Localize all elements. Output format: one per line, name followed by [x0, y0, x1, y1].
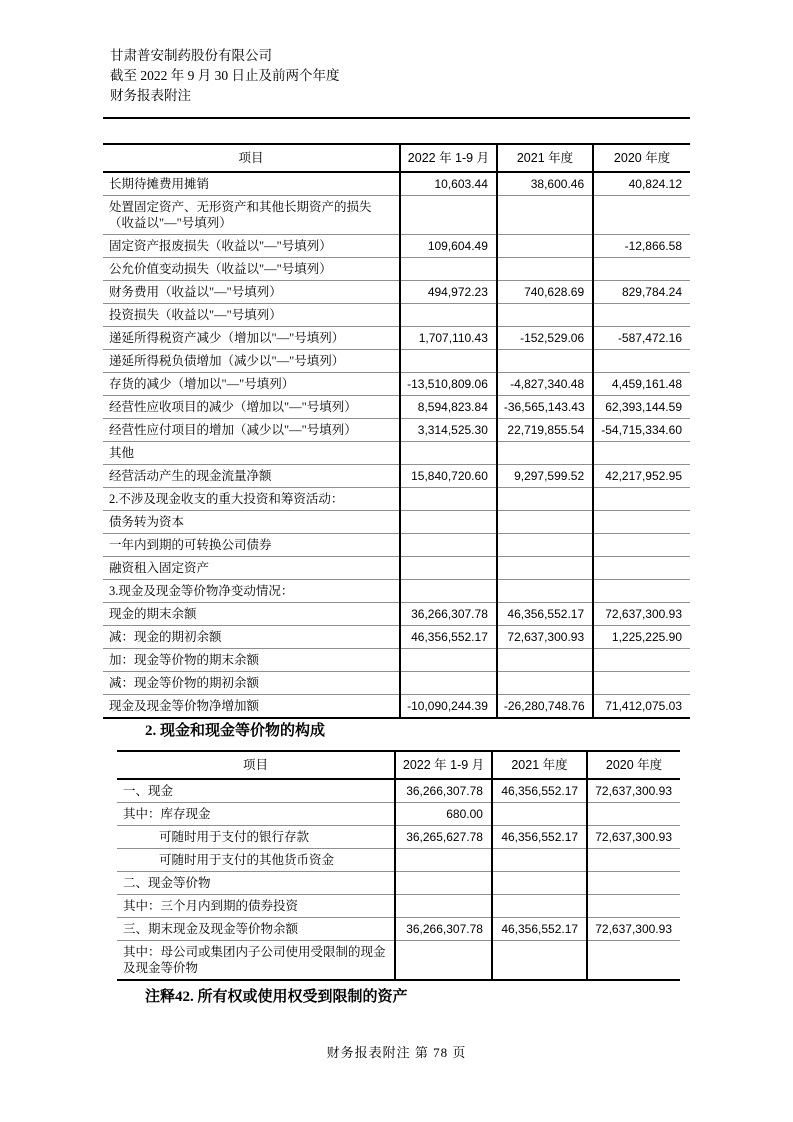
row-label: 减：现金等价物的期初余额: [103, 672, 400, 695]
column-header-2020: 2020 年度: [593, 144, 690, 172]
cell-value: [587, 872, 680, 895]
cell-value: 71,412,075.03: [593, 695, 690, 719]
row-label: 可随时用于支付的其他货币资金: [117, 849, 395, 872]
cell-value: 62,393,144.59: [593, 396, 690, 419]
cell-value: 680.00: [395, 803, 492, 826]
row-label: 2.不涉及现金收支的重大投资和筹资活动：: [103, 488, 400, 511]
cell-value: 46,356,552.17: [497, 603, 593, 626]
cell-value: [400, 580, 497, 603]
table-row: [103, 465, 690, 488]
cell-value: [593, 672, 690, 695]
cell-value: [497, 304, 593, 327]
column-header-item: 项目: [117, 751, 395, 779]
table-row: [103, 196, 690, 235]
cell-value: [593, 442, 690, 465]
row-label: 经营活动产生的现金流量净额: [103, 465, 400, 488]
cell-value: [400, 442, 497, 465]
row-label: 二、现金等价物: [117, 872, 395, 895]
cell-value: [395, 872, 492, 895]
cell-value: 72,637,300.93: [593, 603, 690, 626]
row-label: 其中：母公司或集团内子公司使用受限制的现金及现金等价物: [117, 941, 395, 981]
cell-value: 829,784.24: [593, 281, 690, 304]
cell-value: 9,297,599.52: [497, 465, 593, 488]
cell-value: [400, 350, 497, 373]
cell-value: 72,637,300.93: [587, 826, 680, 849]
table-row: [117, 826, 680, 849]
page-footer: 财务报表附注 第 78 页: [326, 1045, 467, 1060]
cell-value: [497, 557, 593, 580]
note42-title: 注释42. 所有权或使用权受到限制的资产: [145, 989, 408, 1005]
table-row: [103, 442, 690, 465]
column-header-2022: 2022 年 1-9 月: [395, 751, 492, 779]
table-row: [103, 235, 690, 258]
row-label: 财务费用（收益以"—"号填列）: [103, 281, 400, 304]
row-label: 其中：三个月内到期的债券投资: [117, 895, 395, 918]
cell-value: 46,356,552.17: [492, 918, 587, 941]
cell-value: -26,280,748.76: [497, 695, 593, 719]
cell-value: [593, 649, 690, 672]
table-row: [103, 695, 690, 719]
cell-value: -54,715,334.60: [593, 419, 690, 442]
cell-value: [492, 803, 587, 826]
cell-value: 36,266,307.78: [395, 918, 492, 941]
cell-value: 15,840,720.60: [400, 465, 497, 488]
cell-value: [593, 350, 690, 373]
row-label: 可随时用于支付的银行存款: [117, 826, 395, 849]
cell-value: -587,472.16: [593, 327, 690, 350]
row-label: 其他: [103, 442, 400, 465]
table-row: [117, 918, 680, 941]
table-row: [103, 649, 690, 672]
table-row: [103, 557, 690, 580]
cell-value: [395, 941, 492, 981]
cell-value: 46,356,552.17: [492, 779, 587, 803]
cell-value: [593, 488, 690, 511]
cell-value: 1,707,110.43: [400, 327, 497, 350]
row-label: 融资租入固定资产: [103, 557, 400, 580]
cell-value: 8,594,823.84: [400, 396, 497, 419]
row-label: 现金及现金等价物净增加额: [103, 695, 400, 719]
cell-value: [400, 196, 497, 235]
table-row: [103, 327, 690, 350]
cash-flow-supplement-table: [103, 143, 690, 719]
table-row: [103, 488, 690, 511]
row-label: 经营性应收项目的减少（增加以"—"号填列）: [103, 396, 400, 419]
row-label: 公允价值变动损失（收益以"—"号填列）: [103, 258, 400, 281]
cell-value: [497, 442, 593, 465]
cell-value: 10,603.44: [400, 172, 497, 196]
cell-value: [400, 672, 497, 695]
table-body: [117, 779, 680, 980]
table-row: [117, 941, 680, 981]
cell-value: [395, 895, 492, 918]
table-row: [103, 281, 690, 304]
row-label: 3.现金及现金等价物净变动情况：: [103, 580, 400, 603]
row-label: 一、现金: [117, 779, 395, 803]
row-label: 加：现金等价物的期末余额: [103, 649, 400, 672]
cell-value: [400, 649, 497, 672]
row-label: 投资损失（收益以"—"号填列）: [103, 304, 400, 327]
cell-value: 740,628.69: [497, 281, 593, 304]
cell-value: 109,604.49: [400, 235, 497, 258]
cell-value: [587, 941, 680, 981]
cell-value: [497, 488, 593, 511]
cell-value: 72,637,300.93: [587, 779, 680, 803]
table-row: [117, 779, 680, 803]
cell-value: [492, 895, 587, 918]
cell-value: -10,090,244.39: [400, 695, 497, 719]
cell-value: 22,719,855.54: [497, 419, 593, 442]
company-name: 甘肃普安制药股份有限公司: [110, 48, 272, 63]
row-label: 现金的期末余额: [103, 603, 400, 626]
cell-value: [400, 557, 497, 580]
cell-value: -36,565,143.43: [497, 396, 593, 419]
cell-value: 72,637,300.93: [587, 918, 680, 941]
table-body: [103, 172, 690, 718]
table-row: [103, 373, 690, 396]
table-row: [103, 396, 690, 419]
cell-value: 72,637,300.93: [497, 626, 593, 649]
cell-value: 36,266,307.78: [395, 779, 492, 803]
cell-value: 36,265,627.78: [395, 826, 492, 849]
row-label: 一年内到期的可转换公司债券: [103, 534, 400, 557]
cell-value: -4,827,340.48: [497, 373, 593, 396]
cell-value: [593, 534, 690, 557]
column-header-2020: 2020 年度: [587, 751, 680, 779]
cell-value: [400, 511, 497, 534]
row-label: 递延所得税资产减少（增加以"—"号填列）: [103, 327, 400, 350]
table-header-row: [117, 751, 680, 779]
cell-value: [593, 557, 690, 580]
row-label: 三、期末现金及现金等价物余额: [117, 918, 395, 941]
column-header-2021: 2021 年度: [492, 751, 587, 779]
cell-value: [400, 488, 497, 511]
cell-value: [492, 872, 587, 895]
cell-value: [497, 235, 593, 258]
cell-value: -12,866.58: [593, 235, 690, 258]
table-row: [103, 580, 690, 603]
cell-value: 42,217,952.95: [593, 465, 690, 488]
row-label: 长期待摊费用摊销: [103, 172, 400, 196]
row-label: 其中：库存现金: [117, 803, 395, 826]
cell-value: [587, 895, 680, 918]
cell-value: [497, 350, 593, 373]
table-row: [103, 419, 690, 442]
cell-value: [587, 849, 680, 872]
table-row: [103, 534, 690, 557]
document-type: 财务报表附注: [110, 88, 191, 103]
cell-value: [497, 672, 593, 695]
table-row: [103, 172, 690, 196]
cell-value: [497, 649, 593, 672]
cell-value: 38,600.46: [497, 172, 593, 196]
cell-value: [395, 849, 492, 872]
cell-value: [497, 534, 593, 557]
table-row: [103, 672, 690, 695]
cash-composition-table: [117, 750, 680, 981]
cell-value: -13,510,809.06: [400, 373, 497, 396]
cell-value: 46,356,552.17: [492, 826, 587, 849]
section-title-cash-composition: 2. 现金和现金等价物的构成: [145, 723, 326, 739]
table-row: [117, 872, 680, 895]
table-row: [103, 603, 690, 626]
document-header: [110, 46, 340, 106]
table-row: [117, 803, 680, 826]
column-header-2021: 2021 年度: [497, 144, 593, 172]
cell-value: [497, 580, 593, 603]
cell-value: [400, 258, 497, 281]
table-row: [103, 304, 690, 327]
report-period: 截至 2022 年 9 月 30 日止及前两个年度: [110, 68, 340, 83]
table-row: [103, 350, 690, 373]
row-label: 债务转为资本: [103, 511, 400, 534]
cell-value: 494,972.23: [400, 281, 497, 304]
cell-value: [497, 511, 593, 534]
cell-value: -152,529.06: [497, 327, 593, 350]
cell-value: [593, 258, 690, 281]
cell-value: [593, 196, 690, 235]
row-label: 存货的减少（增加以"—"号填列）: [103, 373, 400, 396]
table-row: [103, 626, 690, 649]
cell-value: [593, 511, 690, 534]
cell-value: [593, 304, 690, 327]
table-row: [117, 895, 680, 918]
cell-value: [400, 304, 497, 327]
row-label: 减：现金的期初余额: [103, 626, 400, 649]
header-divider: [103, 117, 690, 119]
row-label: 经营性应付项目的增加（减少以"—"号填列）: [103, 419, 400, 442]
column-header-item: 项目: [103, 144, 400, 172]
cell-value: [497, 258, 593, 281]
cell-value: [400, 534, 497, 557]
cell-value: [587, 803, 680, 826]
cell-value: [593, 580, 690, 603]
row-label: 固定资产报废损失（收益以"—"号填列）: [103, 235, 400, 258]
table-row: [117, 849, 680, 872]
cell-value: [492, 849, 587, 872]
cell-value: 1,225,225.90: [593, 626, 690, 649]
table-row: [103, 511, 690, 534]
row-label: 递延所得税负债增加（减少以"—"号填列）: [103, 350, 400, 373]
cell-value: 46,356,552.17: [400, 626, 497, 649]
cell-value: 4,459,161.48: [593, 373, 690, 396]
cell-value: 40,824.12: [593, 172, 690, 196]
cell-value: [497, 196, 593, 235]
cell-value: 36,266,307.78: [400, 603, 497, 626]
cell-value: 3,314,525.30: [400, 419, 497, 442]
table-row: [103, 258, 690, 281]
table-header-row: [103, 144, 690, 172]
cell-value: [492, 941, 587, 981]
column-header-2022: 2022 年 1-9 月: [400, 144, 497, 172]
row-label: 处置固定资产、无形资产和其他长期资产的损失（收益以"—"号填列）: [103, 196, 400, 235]
